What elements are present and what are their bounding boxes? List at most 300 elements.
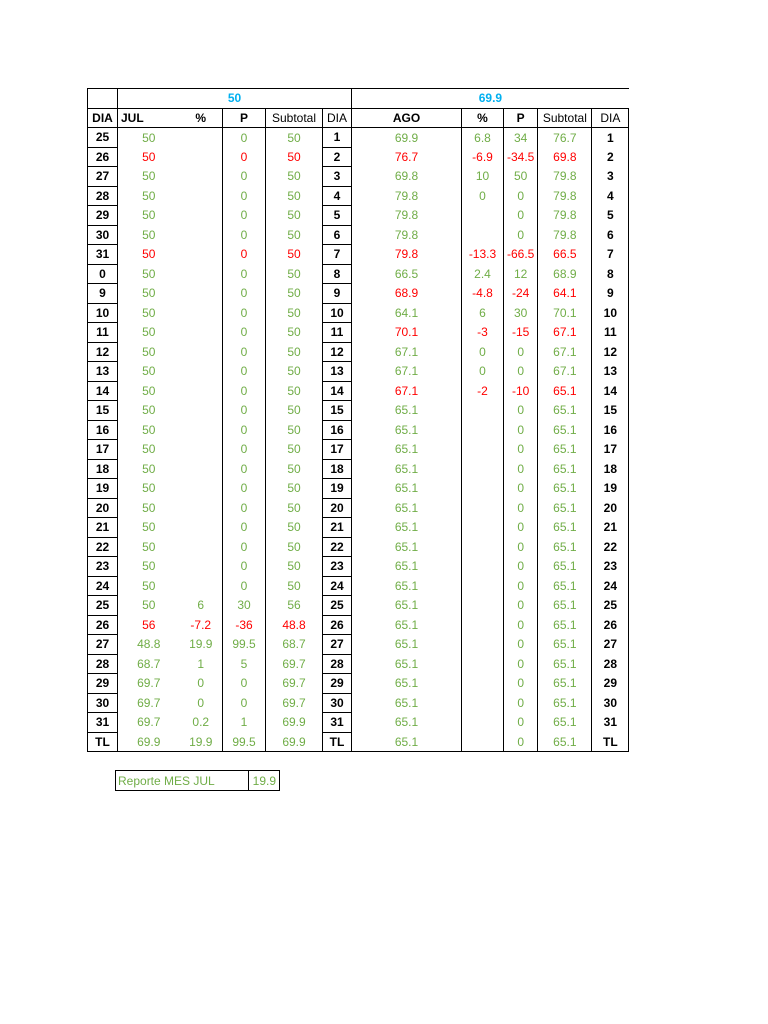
ago-subtotal-cell: 65.1 xyxy=(538,732,592,752)
jul-p-cell: 0 xyxy=(223,518,266,538)
jul-pct-cell: 6 xyxy=(197,598,205,613)
ago-pct-cell xyxy=(462,557,504,577)
day-cell: 18 xyxy=(88,459,118,479)
jul-subtotal-cell: 50 xyxy=(266,401,323,421)
jul-pct-cell xyxy=(180,245,223,265)
ago-subtotal-cell: 67.1 xyxy=(538,323,592,343)
ago-day-cell: 17 xyxy=(592,440,629,460)
jul-pct-cell xyxy=(180,225,223,245)
ago-subtotal-cell: 65.1 xyxy=(538,459,592,479)
ago-day-cell: 5 xyxy=(592,206,629,226)
table-row xyxy=(88,615,629,635)
ago-pct-cell xyxy=(462,713,504,733)
jul-pct-cell xyxy=(180,420,223,440)
jul-subtotal-cell: 50 xyxy=(266,518,323,538)
jul-p-cell: 0 xyxy=(223,401,266,421)
day2-cell: 14 xyxy=(323,381,352,401)
day-cell: 30 xyxy=(88,225,118,245)
day-cell: 29 xyxy=(88,206,118,226)
day-cell: 13 xyxy=(88,362,118,382)
table-row xyxy=(88,206,629,226)
ago-pct-cell: 6.8 xyxy=(462,128,504,148)
jul-pct-cell xyxy=(180,186,223,206)
ago-day-cell: 24 xyxy=(592,576,629,596)
ago-day-cell: 14 xyxy=(592,381,629,401)
jul-pct-cell xyxy=(180,576,223,596)
ago-p-cell: 0 xyxy=(504,654,538,674)
table-row xyxy=(88,674,629,694)
ago-p-cell: 0 xyxy=(504,615,538,635)
jul-p-cell: 0 xyxy=(223,264,266,284)
jul-p-cell: 0 xyxy=(223,479,266,499)
day2-cell: 3 xyxy=(323,167,352,187)
ago-value-cell: 65.1 xyxy=(352,713,462,733)
data-table xyxy=(87,88,629,752)
day2-cell: 28 xyxy=(323,654,352,674)
jul-pct-cell xyxy=(180,362,223,382)
ago-pct-cell: 6 xyxy=(462,303,504,323)
ago-value-cell: 65.1 xyxy=(352,654,462,674)
jul-pct-cell xyxy=(180,498,223,518)
ago-day-cell: 30 xyxy=(592,693,629,713)
day2-cell: 10 xyxy=(323,303,352,323)
table-row xyxy=(88,284,629,304)
day2-cell: 9 xyxy=(323,284,352,304)
day2-cell: 15 xyxy=(323,401,352,421)
jul-subtotal-cell: 69.7 xyxy=(266,693,323,713)
jul-value-cell: 50 xyxy=(118,284,180,304)
jul-p-cell: 0 xyxy=(223,420,266,440)
day2-cell: 13 xyxy=(323,362,352,382)
jul-subtotal-cell: 50 xyxy=(266,381,323,401)
table-row xyxy=(88,323,629,343)
ago-value-cell: 65.1 xyxy=(352,674,462,694)
day-cell: 31 xyxy=(88,713,118,733)
ago-day-cell: 27 xyxy=(592,635,629,655)
jul-p-cell: 0 xyxy=(223,693,266,713)
ago-p-cell: 0 xyxy=(504,362,538,382)
table-row xyxy=(88,264,629,284)
ago-p-cell: -34.5 xyxy=(504,147,538,167)
ago-value-cell: 67.1 xyxy=(352,381,462,401)
jul-value-cell: 50 xyxy=(118,557,180,577)
table-row xyxy=(88,518,629,538)
ago-value-cell: 65.1 xyxy=(352,401,462,421)
ago-pct-cell: -4.8 xyxy=(462,284,504,304)
jul-pct-cell xyxy=(180,167,223,187)
ago-value-cell: 67.1 xyxy=(352,342,462,362)
report-value: 19.9 xyxy=(249,771,280,791)
jul-subtotal-cell: 69.7 xyxy=(266,674,323,694)
ago-day-cell: 20 xyxy=(592,498,629,518)
day2-cell: 18 xyxy=(323,459,352,479)
jul-value-cell: 50 xyxy=(118,420,180,440)
jul-value-cell: 50 xyxy=(118,459,180,479)
report-label: Reporte MES JUL xyxy=(116,771,249,791)
ago-day-cell: 18 xyxy=(592,459,629,479)
jul-p-cell: 0 xyxy=(223,362,266,382)
ago-pct-cell: -13.3 xyxy=(462,245,504,265)
jul-p-cell: 0 xyxy=(223,147,266,167)
jul-value-cell: 50 xyxy=(118,303,180,323)
column-headers-row xyxy=(88,108,629,128)
jul-subtotal-cell: 68.7 xyxy=(266,635,323,655)
ago-pct-cell xyxy=(462,596,504,616)
jul-subtotal-cell: 56 xyxy=(266,596,323,616)
ago-p-cell: 0 xyxy=(504,498,538,518)
day-cell: 25 xyxy=(88,596,118,616)
ago-subtotal-cell: 65.1 xyxy=(538,401,592,421)
ago-day-cell: 11 xyxy=(592,323,629,343)
ago-pct-cell: -6.9 xyxy=(462,147,504,167)
jul-value-cell: 50 xyxy=(118,147,180,167)
ago-p-cell: 0 xyxy=(504,420,538,440)
ago-p-cell: 0 xyxy=(504,576,538,596)
ago-subtotal-cell: 79.8 xyxy=(538,225,592,245)
ago-pct-cell: 2.4 xyxy=(462,264,504,284)
ago-subtotal-cell: 67.1 xyxy=(538,362,592,382)
jul-pct-cell xyxy=(180,264,223,284)
jul-pct-cell: 0 xyxy=(197,676,205,691)
jul-p-cell: 0 xyxy=(223,537,266,557)
ago-subtotal-cell: 65.1 xyxy=(538,596,592,616)
table-row xyxy=(88,381,629,401)
ago-subtotal-cell: 68.9 xyxy=(538,264,592,284)
ago-p-cell: 0 xyxy=(504,479,538,499)
ago-pct-cell: -3 xyxy=(462,323,504,343)
jul-value-cell: 50 xyxy=(118,225,180,245)
ago-value-cell: 79.8 xyxy=(352,186,462,206)
ago-subtotal-cell: 79.8 xyxy=(538,186,592,206)
day2-cell: 19 xyxy=(323,479,352,499)
ago-p-cell: 0 xyxy=(504,537,538,557)
jul-pct-cell xyxy=(180,537,223,557)
ago-pct-cell xyxy=(462,206,504,226)
jul-value-cell: 50 xyxy=(118,245,180,265)
ago-day-cell: 16 xyxy=(592,420,629,440)
ago-subtotal-cell: 65.1 xyxy=(538,557,592,577)
ago-value-cell: 65.1 xyxy=(352,596,462,616)
day2-cell: 6 xyxy=(323,225,352,245)
jul-pct-cell xyxy=(180,381,223,401)
jul-p-cell: 0 xyxy=(223,303,266,323)
day-cell: 24 xyxy=(88,576,118,596)
ago-pct-cell xyxy=(462,420,504,440)
ago-value-cell: 65.1 xyxy=(352,459,462,479)
jul-value-cell: 50 xyxy=(118,518,180,538)
jul-p-cell: -36 xyxy=(223,615,266,635)
ago-value-cell: 65.1 xyxy=(352,498,462,518)
day-cell: 30 xyxy=(88,693,118,713)
ago-pct-cell: 10 xyxy=(462,167,504,187)
day2-cell: TL xyxy=(323,732,352,752)
jul-value-cell: 50 xyxy=(118,362,180,382)
ago-pct-cell: -2 xyxy=(462,381,504,401)
table-row xyxy=(88,498,629,518)
day-cell: 16 xyxy=(88,420,118,440)
ago-subtotal-cell: 67.1 xyxy=(538,342,592,362)
jul-value-cell: 50 xyxy=(118,264,180,284)
jul-p-cell: 0 xyxy=(223,167,266,187)
ago-p-cell: 0 xyxy=(504,342,538,362)
table-row xyxy=(88,362,629,382)
ago-subtotal-cell: 79.8 xyxy=(538,167,592,187)
jul-p-cell: 0 xyxy=(223,225,266,245)
table-row xyxy=(88,303,629,323)
jul-value-cell: 50 xyxy=(118,186,180,206)
ago-day-cell: 19 xyxy=(592,479,629,499)
ago-p-cell: -66.5 xyxy=(504,245,538,265)
ago-value-cell: 79.8 xyxy=(352,225,462,245)
ago-value-cell: 76.7 xyxy=(352,147,462,167)
day-cell: 17 xyxy=(88,440,118,460)
day2-cell: 16 xyxy=(323,420,352,440)
jul-subtotal-cell: 50 xyxy=(266,284,323,304)
jul-value-cell: 50 xyxy=(118,167,180,187)
jul-subtotal-cell: 50 xyxy=(266,479,323,499)
day-cell: TL xyxy=(88,732,118,752)
jul-subtotal-cell: 69.7 xyxy=(266,654,323,674)
day-cell: 11 xyxy=(88,323,118,343)
jul-value-cell: 68.7 xyxy=(118,654,180,674)
ago-subtotal-cell: 65.1 xyxy=(538,440,592,460)
ago-p-cell: 12 xyxy=(504,264,538,284)
ago-value-cell: 64.1 xyxy=(352,303,462,323)
table-row xyxy=(88,245,629,265)
day-cell: 12 xyxy=(88,342,118,362)
jul-value-cell: 69.9 xyxy=(118,732,180,752)
jul-value-cell: 56 xyxy=(118,615,180,635)
ago-pct-cell: 0 xyxy=(462,186,504,206)
table-row xyxy=(88,167,629,187)
ago-p-cell: 0 xyxy=(504,459,538,479)
day2-cell: 17 xyxy=(323,440,352,460)
table-row xyxy=(88,537,629,557)
table-row xyxy=(88,225,629,245)
jul-value-cell: 50 xyxy=(118,401,180,421)
jul-p-cell: 1 xyxy=(223,713,266,733)
ago-subtotal-cell: 65.1 xyxy=(538,537,592,557)
jul-value-cell: 50 xyxy=(118,479,180,499)
jul-subtotal-cell: 50 xyxy=(266,147,323,167)
ago-value-cell: 79.8 xyxy=(352,206,462,226)
ago-subtotal-cell: 65.1 xyxy=(538,693,592,713)
day-cell: 26 xyxy=(88,615,118,635)
jul-pct-cell xyxy=(180,206,223,226)
jul-subtotal-cell: 50 xyxy=(266,362,323,382)
jul-p-cell: 0 xyxy=(223,128,266,148)
jul-subtotal-cell: 50 xyxy=(266,323,323,343)
ago-day-cell: 12 xyxy=(592,342,629,362)
ago-value-cell: 65.1 xyxy=(352,557,462,577)
jul-subtotal-cell: 50 xyxy=(266,440,323,460)
ago-day-cell: 13 xyxy=(592,362,629,382)
ago-p-cell: 0 xyxy=(504,518,538,538)
jul-p-cell: 30 xyxy=(223,596,266,616)
day-cell: 29 xyxy=(88,674,118,694)
ago-day-cell: 8 xyxy=(592,264,629,284)
day-cell: 28 xyxy=(88,186,118,206)
ago-subtotal-cell: 65.1 xyxy=(538,420,592,440)
table-row xyxy=(88,557,629,577)
day-cell: 20 xyxy=(88,498,118,518)
ago-subtotal-cell: 65.1 xyxy=(538,674,592,694)
jul-p-cell: 99.5 xyxy=(223,732,266,752)
table-row xyxy=(88,713,629,733)
jul-p-cell: 0 xyxy=(223,576,266,596)
jul-p-cell: 0 xyxy=(223,342,266,362)
jul-p-cell: 5 xyxy=(223,654,266,674)
ago-day-cell: 31 xyxy=(592,713,629,733)
jul-p-cell: 0 xyxy=(223,323,266,343)
ago-p-cell: 0 xyxy=(504,713,538,733)
ago-day-cell: 7 xyxy=(592,245,629,265)
ago-p-cell: 0 xyxy=(504,674,538,694)
ago-pct-cell xyxy=(462,654,504,674)
ago-subtotal-cell: 65.1 xyxy=(538,576,592,596)
jul-pct-cell: 19.9 xyxy=(189,637,213,652)
ago-pct-cell xyxy=(462,225,504,245)
day-cell: 10 xyxy=(88,303,118,323)
ago-p-cell: 0 xyxy=(504,635,538,655)
ago-pct-cell: 0 xyxy=(462,342,504,362)
day-cell: 21 xyxy=(88,518,118,538)
day2-cell: 1 xyxy=(323,128,352,148)
ago-day-cell: 21 xyxy=(592,518,629,538)
table-row xyxy=(88,479,629,499)
jul-subtotal-cell: 69.9 xyxy=(266,732,323,752)
ago-p-cell: 0 xyxy=(504,401,538,421)
jul-p-cell: 0 xyxy=(223,459,266,479)
jul-p-cell: 0 xyxy=(223,674,266,694)
table-row xyxy=(88,186,629,206)
jul-p-cell: 99.5 xyxy=(223,635,266,655)
jul-value-cell: 50 xyxy=(118,323,180,343)
jul-subtotal-cell: 50 xyxy=(266,225,323,245)
jul-value-cell: 50 xyxy=(118,596,180,616)
ago-pct-cell xyxy=(462,440,504,460)
ago-subtotal-cell: 64.1 xyxy=(538,284,592,304)
day2-cell: 21 xyxy=(323,518,352,538)
day2-cell: 4 xyxy=(323,186,352,206)
day-cell: 19 xyxy=(88,479,118,499)
day-cell: 27 xyxy=(88,167,118,187)
ago-p-cell: 0 xyxy=(504,225,538,245)
jul-p-cell: 0 xyxy=(223,284,266,304)
ago-p-cell: 0 xyxy=(504,557,538,577)
ago-subtotal-cell: 65.1 xyxy=(538,498,592,518)
ago-pct-cell xyxy=(462,459,504,479)
ago-subtotal-cell: 65.1 xyxy=(538,479,592,499)
ago-subtotal-cell: 65.1 xyxy=(538,518,592,538)
ago-value-cell: 69.9 xyxy=(352,128,462,148)
jul-subtotal-cell: 50 xyxy=(266,264,323,284)
jul-subtotal-cell: 50 xyxy=(266,537,323,557)
day2-cell: 30 xyxy=(323,693,352,713)
jul-pct-cell: 1 xyxy=(197,656,205,671)
jul-p-cell: 0 xyxy=(223,245,266,265)
col-header-pct-ago: % xyxy=(462,108,504,128)
ago-value-cell: 65.1 xyxy=(352,518,462,538)
ago-subtotal-cell: 70.1 xyxy=(538,303,592,323)
ago-value-cell: 70.1 xyxy=(352,323,462,343)
ago-subtotal-cell: 76.7 xyxy=(538,128,592,148)
ago-p-cell: 0 xyxy=(504,206,538,226)
day-cell: 23 xyxy=(88,557,118,577)
ago-day-cell: 26 xyxy=(592,615,629,635)
jul-pct-cell xyxy=(180,518,223,538)
ago-subtotal-cell: 65.1 xyxy=(538,713,592,733)
ago-day-cell: 9 xyxy=(592,284,629,304)
ago-day-cell: 28 xyxy=(592,654,629,674)
ago-p-cell: 34 xyxy=(504,128,538,148)
jul-value-cell: 50 xyxy=(118,128,180,148)
col-header-subtotal: Subtotal xyxy=(266,108,323,128)
ago-pct-cell xyxy=(462,693,504,713)
day2-cell: 22 xyxy=(323,537,352,557)
day2-cell: 8 xyxy=(323,264,352,284)
ago-p-cell: 0 xyxy=(504,596,538,616)
jul-subtotal-cell: 50 xyxy=(266,167,323,187)
ago-p-cell: 30 xyxy=(504,303,538,323)
table-row xyxy=(88,654,629,674)
ago-pct-cell xyxy=(462,674,504,694)
report-box xyxy=(115,770,280,791)
jul-value-cell: 50 xyxy=(118,206,180,226)
ago-p-cell: -15 xyxy=(504,323,538,343)
day2-cell: 24 xyxy=(323,576,352,596)
ago-day-cell: 1 xyxy=(592,128,629,148)
table-row xyxy=(88,596,629,616)
day-cell: 14 xyxy=(88,381,118,401)
ago-p-cell: 0 xyxy=(504,693,538,713)
jul-value-cell: 50 xyxy=(118,342,180,362)
jul-subtotal-cell: 50 xyxy=(266,245,323,265)
table-row xyxy=(88,576,629,596)
jul-subtotal-cell: 50 xyxy=(266,186,323,206)
jul-value-cell: 50 xyxy=(118,381,180,401)
ago-p-cell: -24 xyxy=(504,284,538,304)
jul-subtotal-cell: 50 xyxy=(266,459,323,479)
col-header-pct: % xyxy=(180,108,223,128)
jul-p-cell: 0 xyxy=(223,186,266,206)
col-header-dia-2: DIA xyxy=(323,108,352,128)
ago-pct-cell xyxy=(462,537,504,557)
ago-subtotal-cell: 79.8 xyxy=(538,206,592,226)
jul-subtotal-cell: 50 xyxy=(266,342,323,362)
table-row xyxy=(88,342,629,362)
ago-value-cell: 66.5 xyxy=(352,264,462,284)
jul-p-cell: 0 xyxy=(223,557,266,577)
ago-pct-cell xyxy=(462,498,504,518)
jul-pct-cell: 0 xyxy=(197,695,205,710)
day-cell: 22 xyxy=(88,537,118,557)
ago-pct-cell xyxy=(462,615,504,635)
table-row xyxy=(88,635,629,655)
jul-p-cell: 0 xyxy=(223,440,266,460)
jul-subtotal-cell: 50 xyxy=(266,128,323,148)
day2-cell: 31 xyxy=(323,713,352,733)
ago-p-cell: -10 xyxy=(504,381,538,401)
table-row xyxy=(88,420,629,440)
jul-value-cell: 50 xyxy=(118,498,180,518)
jul-pct-cell: 19.9 xyxy=(180,732,223,752)
jul-pct-cell xyxy=(180,323,223,343)
ago-value-cell: 65.1 xyxy=(352,440,462,460)
table-row xyxy=(88,128,629,148)
ago-value-cell: 65.1 xyxy=(352,732,462,752)
ago-header-value: 69.9 xyxy=(352,89,629,109)
